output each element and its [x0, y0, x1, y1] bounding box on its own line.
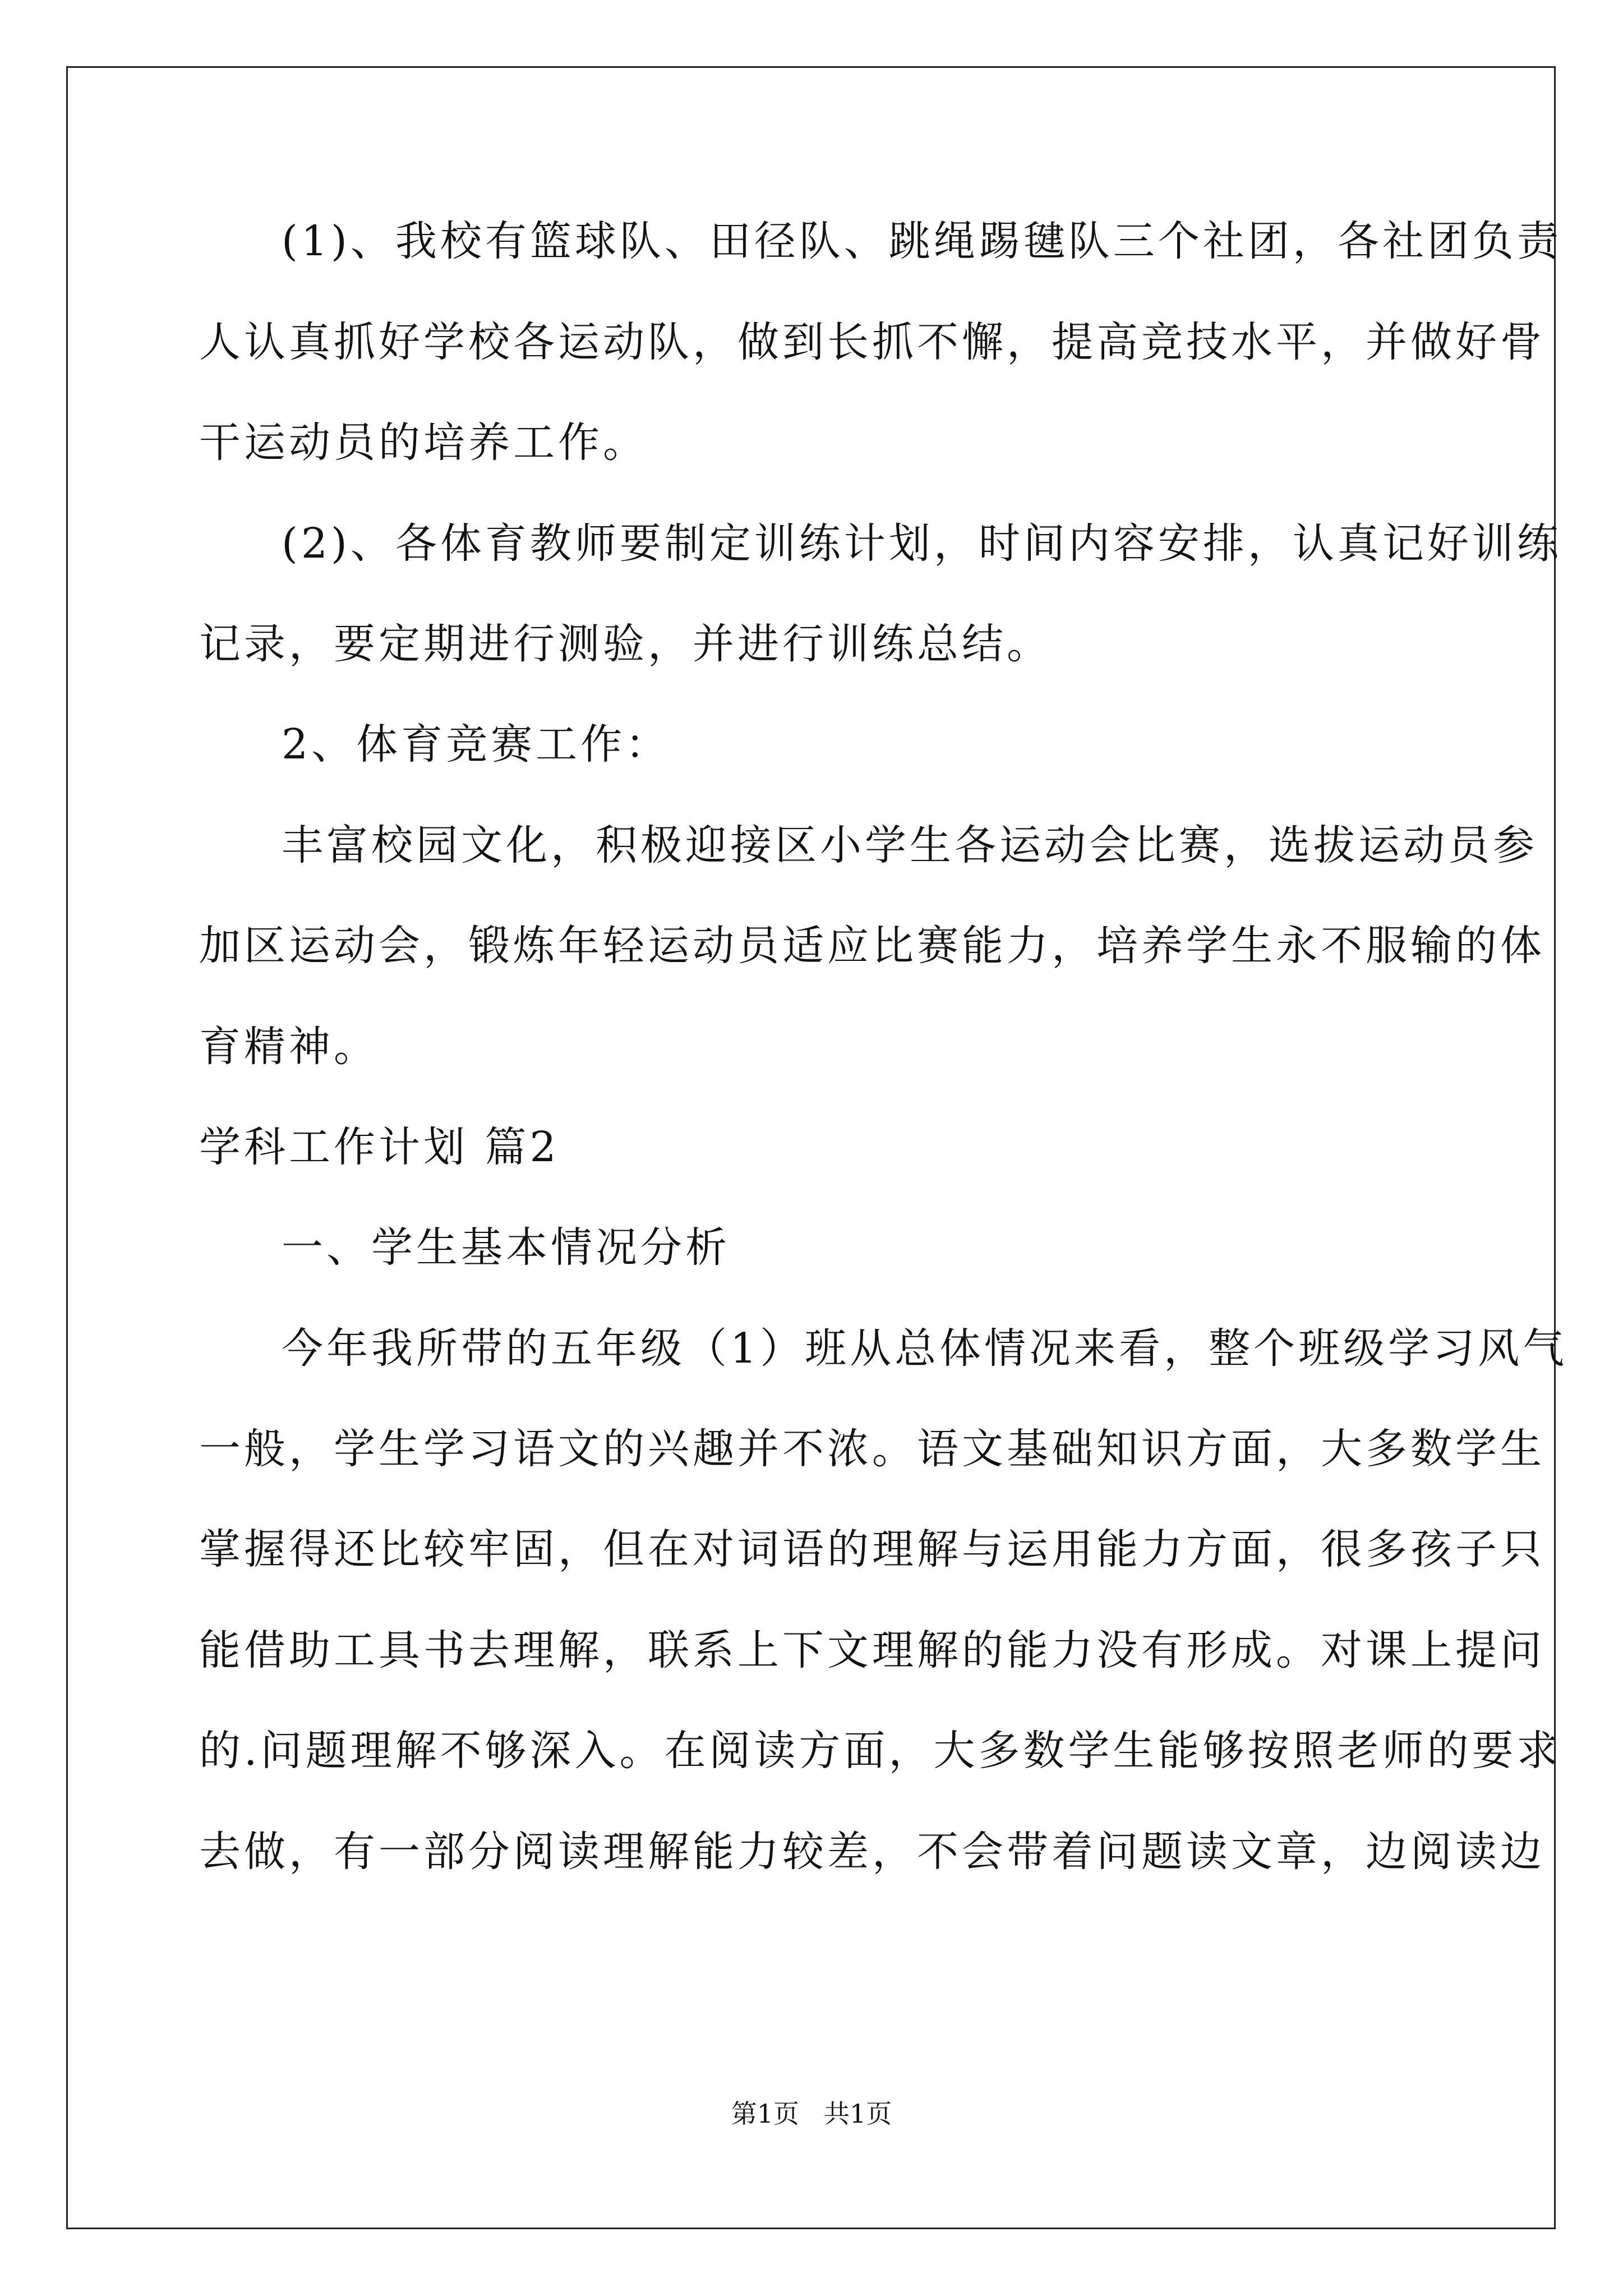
paragraph-line: 的.问题理解不够深入。在阅读方面，大多数学生能够按照老师的要求 [199, 1727, 1562, 1775]
section-heading: 一、学生基本情况分析 [282, 1223, 730, 1272]
paragraph-line: 今年我所带的五年级（1）班从总体情况来看，整个班级学习风气 [282, 1324, 1568, 1373]
page-total: 共1页 [823, 2099, 892, 2129]
paragraph-line: 掌握得还比较牢固，但在对词语的理解与运用能力方面，很多孩子只 [199, 1525, 1545, 1573]
page-footer [0, 2097, 1623, 2131]
paragraph-line: 育精神。 [199, 1023, 379, 1071]
paragraph-line: 去做，有一部分阅读理解能力较差，不会带着问题读文章，边阅读边 [199, 1828, 1545, 1876]
paragraph-line: (1)、我校有篮球队、田径队、跳绳踢毽队三个社团，各社团负责 [282, 217, 1562, 265]
paragraph-line: 能借助工具书去理解，联系上下文理解的能力没有形成。对课上提问 [199, 1626, 1545, 1674]
section-heading: 2、体育竞赛工作： [282, 720, 671, 769]
paragraph-line: 记录，要定期进行测验，并进行训练总结。 [199, 620, 1052, 668]
paragraph-line: (2)、各体育教师要制定训练计划，时间内容安排，认真记好训练 [282, 519, 1562, 568]
article-title: 学科工作计划 篇2 [199, 1123, 560, 1171]
footer-spacer [799, 2099, 824, 2129]
paragraph-line: 加区运动会，锻炼年轻运动员适应比赛能力，培养学生永不服输的体 [199, 922, 1545, 970]
page-number: 第1页 [731, 2099, 800, 2129]
paragraph-line: 一般，学生学习语文的兴趣并不浓。语文基础知识方面，大多数学生 [199, 1425, 1545, 1473]
paragraph-line: 人认真抓好学校各运动队，做到长抓不懈，提高竞技水平，并做好骨 [199, 318, 1545, 366]
paragraph-line: 丰富校园文化，积极迎接区小学生各运动会比赛，选拔运动员参 [282, 821, 1538, 869]
paragraph-line: 干运动员的培养工作。 [199, 418, 648, 467]
